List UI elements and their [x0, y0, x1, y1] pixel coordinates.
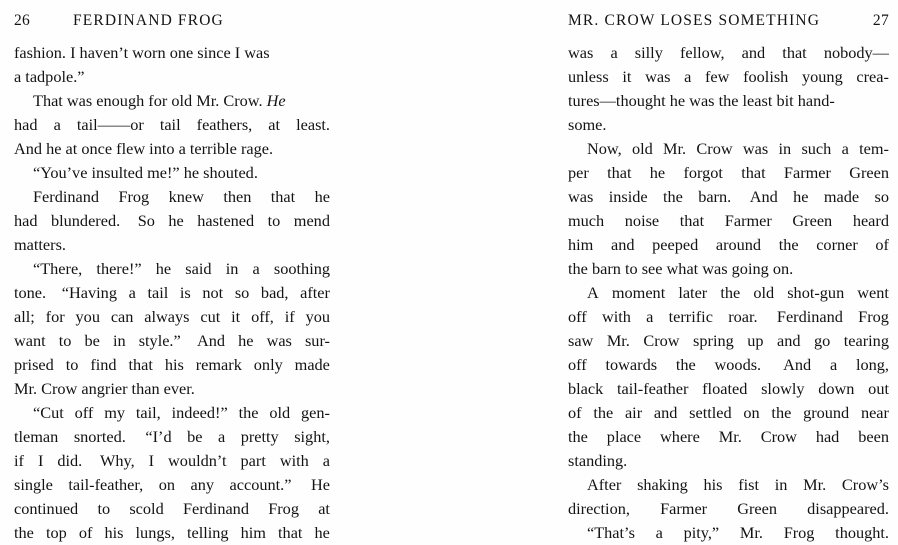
- word: style.”: [138, 331, 181, 350]
- text-line: [33, 257, 330, 281]
- word: in: [774, 475, 788, 494]
- right-page-folio: 27: [872, 12, 889, 29]
- word: bad,: [260, 283, 289, 302]
- text-line: [587, 137, 889, 161]
- word: he: [649, 163, 666, 182]
- text-line: standing.: [568, 451, 628, 470]
- word: Mr.: [803, 475, 827, 494]
- text-line: “You’ve insulted me!” he shouted.: [33, 163, 258, 182]
- word: be: [84, 331, 100, 350]
- right-page: [568, 0, 889, 542]
- word: After: [587, 475, 622, 494]
- word: thought.: [835, 523, 889, 542]
- left-page-running-head: [14, 11, 330, 31]
- word: Ferdinand: [772, 307, 843, 326]
- word: “Having: [57, 283, 117, 302]
- word: account.”: [229, 475, 292, 494]
- word: to: [97, 499, 111, 518]
- word: the: [778, 235, 799, 254]
- word: Frog: [268, 499, 299, 518]
- word: you: [75, 307, 100, 326]
- right-page-text-block: [568, 41, 889, 545]
- text-line: [14, 113, 330, 137]
- word: disappeared.: [807, 499, 889, 518]
- text-line: [568, 497, 889, 521]
- word: a: [252, 259, 260, 278]
- word: Green: [792, 211, 833, 230]
- word: Why,: [96, 451, 135, 470]
- word: Now,: [587, 139, 622, 158]
- word: of: [78, 523, 93, 542]
- word: cut: [200, 307, 221, 326]
- left-page-running-head-title: FERDINAND FROG: [73, 12, 224, 29]
- word: gen-: [301, 403, 330, 422]
- word: old: [631, 139, 653, 158]
- word: in: [225, 259, 239, 278]
- word: knew: [168, 187, 204, 206]
- word: for: [45, 307, 65, 326]
- word: a: [646, 307, 654, 326]
- word: the: [675, 355, 696, 374]
- word: he: [168, 211, 184, 230]
- word: a: [322, 451, 330, 470]
- word: ground: [803, 403, 850, 422]
- word: silly: [634, 43, 663, 62]
- word: with: [601, 307, 631, 326]
- text-line: [14, 305, 330, 329]
- word: terrific: [668, 307, 713, 326]
- text-line: [568, 65, 889, 89]
- word: the: [568, 427, 588, 446]
- word: “That’s: [587, 523, 635, 542]
- word: said: [185, 259, 212, 278]
- text-line: [587, 521, 889, 545]
- word: A: [587, 283, 599, 302]
- word: up: [747, 331, 764, 350]
- word: off: [74, 403, 94, 422]
- word: if: [14, 451, 24, 470]
- text-line: [14, 209, 330, 233]
- word: I: [37, 451, 44, 470]
- word: Mr.: [606, 331, 630, 350]
- word: Frog: [858, 307, 889, 326]
- word: I: [148, 451, 155, 470]
- word: made: [823, 187, 860, 206]
- word: spring: [693, 331, 734, 350]
- word: sight,: [294, 427, 330, 446]
- word: been: [858, 427, 889, 446]
- word: on: [743, 403, 760, 422]
- text-line: [14, 281, 330, 305]
- word: indeed!”: [171, 403, 228, 422]
- text-line: [33, 185, 330, 209]
- word: and: [741, 43, 766, 62]
- word: any: [190, 475, 215, 494]
- word: was: [568, 187, 594, 206]
- word: tearing: [843, 331, 889, 350]
- word: crea-: [856, 67, 889, 86]
- word: and: [777, 331, 801, 350]
- word: that: [128, 355, 153, 374]
- word: woods.: [714, 355, 762, 374]
- text-line: tures—thought he was the least bit hand-: [568, 91, 835, 110]
- word: the: [14, 523, 34, 542]
- word: roar.: [728, 307, 758, 326]
- word: corner: [816, 235, 858, 254]
- word: barn.: [698, 187, 732, 206]
- word: Mr.: [739, 523, 763, 542]
- word: not: [202, 283, 224, 302]
- word: Farmer: [724, 211, 772, 230]
- word: young: [802, 67, 843, 86]
- text-line: [568, 329, 889, 353]
- word: go: [814, 331, 831, 350]
- word: went: [857, 283, 889, 302]
- word: tone.: [14, 283, 47, 302]
- word: did.: [57, 451, 83, 470]
- word: prised: [14, 355, 54, 374]
- word: out: [868, 379, 889, 398]
- word: it: [231, 307, 241, 326]
- word: Mr.: [718, 427, 742, 446]
- word: the: [720, 283, 741, 302]
- word: “There,: [33, 259, 83, 278]
- word: mend: [293, 211, 330, 230]
- word: remark: [195, 355, 242, 374]
- word: peeped: [652, 235, 699, 254]
- word: he: [155, 259, 172, 278]
- text-line: [14, 473, 330, 497]
- right-page-running-head: [568, 11, 889, 31]
- word: Green: [737, 499, 778, 518]
- word: tail-feather: [617, 379, 689, 398]
- word: that: [607, 163, 632, 182]
- word: that: [270, 187, 296, 206]
- word: a: [829, 355, 838, 374]
- word: with: [279, 451, 309, 470]
- word: near: [860, 403, 889, 422]
- word: slowly: [761, 379, 805, 398]
- word: tail——or: [76, 115, 144, 134]
- word: unless: [568, 67, 609, 86]
- word: Mr.: [663, 139, 687, 158]
- word: that: [782, 43, 807, 62]
- word: shaking: [637, 475, 688, 494]
- text-line: [14, 497, 330, 521]
- word: in: [778, 139, 792, 158]
- word: Crow: [643, 331, 680, 350]
- word: Ferdinand: [33, 187, 100, 206]
- text-line: [568, 353, 889, 377]
- word: “Cut: [33, 403, 64, 422]
- word: a: [217, 427, 226, 446]
- word: the: [662, 187, 683, 206]
- word: old: [269, 403, 291, 422]
- word: the: [771, 403, 792, 422]
- word: so: [874, 187, 889, 206]
- word: the: [593, 403, 614, 422]
- text-line: [14, 329, 330, 353]
- word: so: [234, 283, 250, 302]
- word: a: [128, 283, 136, 302]
- word: that: [278, 523, 303, 542]
- word: Farmer: [660, 499, 708, 518]
- text-line: matters.: [14, 235, 66, 254]
- word: He: [306, 475, 330, 494]
- text-line: [568, 233, 889, 257]
- word: where: [660, 427, 700, 446]
- text-line: [14, 521, 330, 545]
- word: And: [193, 331, 226, 350]
- text-line: [587, 281, 889, 305]
- text-line: [568, 401, 889, 425]
- word: at: [268, 115, 281, 134]
- word: least.: [296, 115, 330, 134]
- word: down: [818, 379, 855, 398]
- word: feathers,: [196, 115, 253, 134]
- word: and: [610, 235, 635, 254]
- word: around: [715, 235, 762, 254]
- word: want: [14, 331, 46, 350]
- word: snorted.: [73, 427, 126, 446]
- word: heard: [852, 211, 889, 230]
- text-line: fashion. I haven’t worn one since I was: [14, 43, 270, 62]
- word: telling: [186, 523, 229, 542]
- word: foolish: [743, 67, 789, 86]
- word: part: [240, 451, 266, 470]
- word: tail: [159, 115, 181, 134]
- word: tail: [147, 283, 169, 302]
- word: long,: [855, 355, 889, 374]
- word: you: [305, 307, 330, 326]
- word: “I’d: [141, 427, 172, 446]
- word: Frog: [783, 523, 815, 542]
- word: forgot: [683, 163, 723, 182]
- word: shot-gun: [787, 283, 845, 302]
- word: Frog: [118, 187, 150, 206]
- word: was: [742, 139, 769, 158]
- word: had: [14, 211, 38, 230]
- word: he: [238, 331, 254, 350]
- word: And: [779, 355, 812, 374]
- right-page-running-head-title: MR. CROW LOSES SOMETHING: [568, 12, 821, 29]
- word: always: [144, 307, 190, 326]
- word: a: [841, 139, 849, 158]
- word: direction,: [568, 499, 630, 518]
- word: black: [568, 379, 604, 398]
- text-line: Mr. Crow angrier than ever.: [14, 379, 195, 398]
- word: the: [238, 403, 259, 422]
- text-line: [587, 473, 889, 497]
- word: a: [53, 115, 61, 134]
- word: place: [606, 427, 642, 446]
- word: fist: [738, 475, 759, 494]
- word: of: [875, 235, 889, 254]
- word: if: [284, 307, 295, 326]
- word: he: [314, 523, 330, 542]
- word: And: [746, 187, 778, 206]
- word: a: [610, 43, 618, 62]
- word: noise: [624, 211, 660, 230]
- word: there!”: [96, 259, 142, 278]
- word: can: [110, 307, 134, 326]
- word: blundered.: [50, 211, 121, 230]
- text-line: That was enough for old Mr. Crow. He: [33, 91, 286, 110]
- left-page: [14, 0, 330, 542]
- word: to: [58, 331, 72, 350]
- word: was: [266, 331, 292, 350]
- text-line: [568, 377, 889, 401]
- text-line: [568, 305, 889, 329]
- word: nobody—: [823, 43, 889, 62]
- word: in: [112, 331, 126, 350]
- word: had: [815, 427, 840, 446]
- word: he: [793, 187, 809, 206]
- word: per: [568, 163, 589, 182]
- word: fellow,: [679, 43, 725, 62]
- word: hastened: [197, 211, 255, 230]
- word: his: [104, 523, 124, 542]
- text-line: [14, 425, 330, 449]
- word: then: [223, 187, 252, 206]
- word: much: [568, 211, 605, 230]
- word: him: [568, 235, 594, 254]
- text-line: [14, 449, 330, 473]
- word: pretty: [240, 427, 279, 446]
- word: a: [684, 67, 692, 86]
- word: his: [164, 355, 184, 374]
- text-line: [568, 161, 889, 185]
- word: and: [653, 403, 678, 422]
- word: of: [568, 403, 582, 422]
- word: be: [187, 427, 203, 446]
- word: it: [622, 67, 632, 86]
- word: a: [655, 523, 663, 542]
- word: off,: [251, 307, 274, 326]
- text-line: And he at once flew into a terrible rage.: [14, 139, 274, 158]
- word: moment: [611, 283, 666, 302]
- word: at: [318, 499, 330, 518]
- word: had: [14, 115, 38, 134]
- word: So: [133, 211, 155, 230]
- word: such: [801, 139, 832, 158]
- word: wouldn’t: [168, 451, 227, 470]
- word: off: [568, 355, 587, 374]
- word: to: [65, 355, 79, 374]
- word: pity,”: [683, 523, 720, 542]
- word: saw: [568, 331, 594, 350]
- word: him: [240, 523, 266, 542]
- word: only: [253, 355, 283, 374]
- word: is: [179, 283, 191, 302]
- word: continued: [14, 499, 79, 518]
- word: lungs,: [135, 523, 175, 542]
- word: few: [705, 67, 730, 86]
- word: floated: [702, 379, 748, 398]
- word: was: [568, 43, 594, 62]
- word: top: [45, 523, 67, 542]
- word: on: [158, 475, 175, 494]
- left-page-text-block: [14, 41, 330, 545]
- italic-word: He: [266, 91, 286, 110]
- word: find: [90, 355, 117, 374]
- text-line: [568, 185, 889, 209]
- text-line: [14, 353, 330, 377]
- word: Crow: [760, 427, 797, 446]
- word: inside: [608, 187, 648, 206]
- word: he: [314, 187, 330, 206]
- text-line: [33, 401, 330, 425]
- word: Green: [849, 163, 889, 182]
- word: tleman: [14, 427, 59, 446]
- word: sur-: [304, 331, 330, 350]
- word: tail,: [135, 403, 161, 422]
- word: that: [741, 163, 766, 182]
- word: made: [294, 355, 330, 374]
- text-line: [568, 41, 889, 65]
- word: his: [703, 475, 723, 494]
- word: tem-: [859, 139, 889, 158]
- word: air: [624, 403, 643, 422]
- left-page-folio: 26: [14, 12, 31, 29]
- text-line: [568, 425, 889, 449]
- word: off: [568, 307, 587, 326]
- word: single: [14, 475, 53, 494]
- word: Farmer: [783, 163, 831, 182]
- text-line: [568, 209, 889, 233]
- text-line: some.: [568, 115, 607, 134]
- word: later: [678, 283, 708, 302]
- text-line: the barn to see what was going on.: [568, 259, 794, 278]
- text-line: a tadpole.”: [14, 67, 85, 86]
- word: scold: [129, 499, 164, 518]
- word: my: [104, 403, 126, 422]
- word: Crow’s: [841, 475, 889, 494]
- word: to: [267, 211, 281, 230]
- word: soothing: [273, 259, 330, 278]
- word: was: [645, 67, 671, 86]
- word: after: [300, 283, 330, 302]
- word: all;: [14, 307, 35, 326]
- word: Ferdinand: [182, 499, 249, 518]
- word: that: [679, 211, 705, 230]
- word: towards: [605, 355, 658, 374]
- word: old: [753, 283, 775, 302]
- word: settled: [689, 403, 732, 422]
- word: tail-feather,: [68, 475, 144, 494]
- word: Crow: [696, 139, 733, 158]
